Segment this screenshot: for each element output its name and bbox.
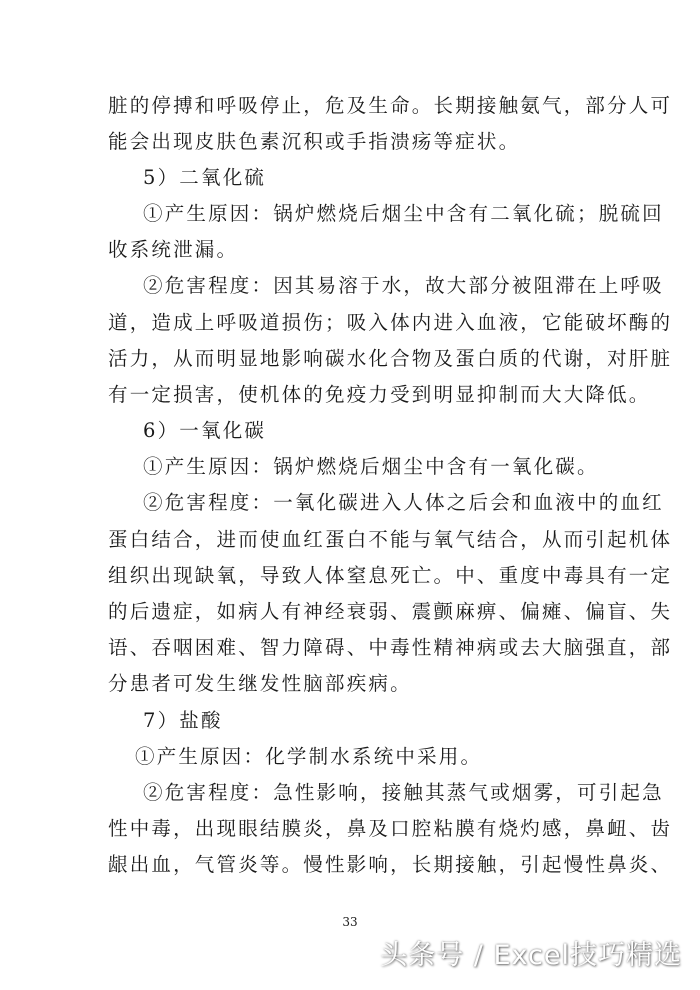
body-line: ①产生原因：化学制水系统中采用。	[135, 745, 483, 768]
body-line: 的后遗症，如病人有神经衰弱、震颤麻痹、偏瘫、偏盲、失	[108, 600, 673, 623]
body-line: 组织出现缺氧，导致人体窒息死亡。中、重度中毒具有一定	[108, 564, 673, 587]
page-number: 33	[342, 915, 358, 929]
section-heading-carbon-monoxide: 6）一氧化碳	[143, 419, 267, 442]
body-line: 语、吞咽困难、智力障碍、中毒性精神病或去大脑强直，部	[108, 636, 673, 659]
body-line: 道，造成上呼吸道损伤；吸入体内进入血液，它能破坏酶的	[108, 311, 673, 334]
body-line: 有一定损害，使机体的免疫力受到明显抑制而大大降低。	[108, 383, 651, 406]
body-line: ②危害程度：急性影响，接触其蒸气或烟雾，可引起急	[143, 781, 664, 804]
body-line: ②危害程度：一氧化碳进入人体之后会和血液中的血红	[143, 491, 664, 514]
body-line: ②危害程度：因其易溶于水，故大部分被阻滞在上呼吸	[143, 274, 664, 297]
section-heading-hydrochloric-acid: 7）盐酸	[143, 709, 223, 732]
watermark-label: 头条号 / Excel技巧精选	[380, 940, 682, 971]
body-line: 蛋白结合，进而使血红蛋白不能与氧气结合，从而引起机体	[108, 528, 673, 551]
body-line: 脏的停搏和呼吸停止，危及生命。长期接触氨气，部分人可	[108, 94, 673, 117]
body-line: 性中毒，出现眼结膜炎，鼻及口腔粘膜有烧灼感，鼻衄、齿	[108, 817, 673, 840]
body-line: 分患者可发生继发性脑部疾病。	[108, 672, 412, 695]
body-line: ①产生原因：锅炉燃烧后烟尘中含有一氧化碳。	[143, 455, 599, 478]
body-line: 龈出血，气管炎等。慢性影响，长期接触，引起慢性鼻炎、	[108, 853, 673, 876]
body-line: ①产生原因：锅炉燃烧后烟尘中含有二氧化硫；脱硫回	[143, 202, 664, 225]
body-line: 活力，从而明显地影响碳水化合物及蛋白质的代谢，对肝脏	[108, 347, 673, 370]
section-heading-sulfur-dioxide: 5）二氧化硫	[143, 166, 267, 189]
body-line: 能会出现皮肤色素沉积或手指溃疡等症状。	[108, 130, 521, 153]
body-line: 收系统泄漏。	[108, 238, 239, 261]
